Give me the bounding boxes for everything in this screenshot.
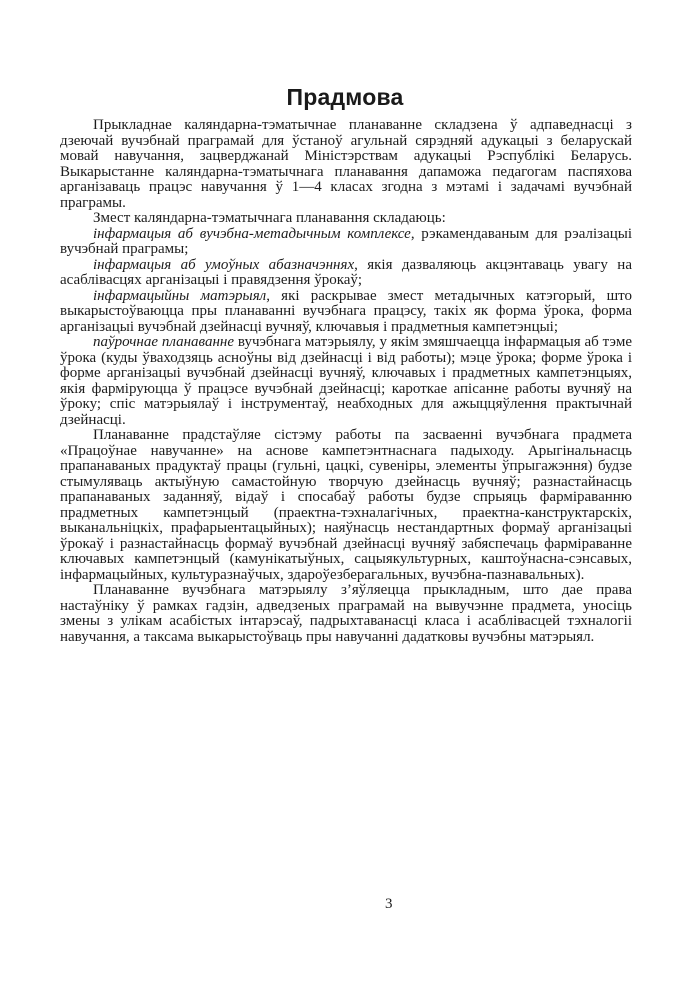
paragraph xyxy=(60,118,632,211)
paragraph xyxy=(60,335,632,428)
text-run: паўрочнае планаванне xyxy=(93,334,235,351)
paragraph xyxy=(60,583,632,645)
text-run: інфармацыйны матэрыял xyxy=(93,287,267,304)
paragraph xyxy=(60,289,632,336)
text-run: , якія дазваляюць акцэнтаваць увагу на асаблівасцях арганізацыі і правядзення ўрокаў; xyxy=(60,256,632,289)
text-run: Планаванне прадстаўляе сістэму работы па засваенні вучэбнага прадмета «Працоўнае навучанне» на аснове кампетэнтнаснага падыходу. Арыгінальнасць прапанаваных прадуктаў працы (гульні, цацкі, сувеніры, элементы ўпрыгажэння) будзе стымуляваць актыўную самастойную творчую дзейнасць вучняў; разнастайнасць прапанаваных заданняў, відаў і спосабаў работы будзе спрыяць фарміраванню прадметных кампетэнцый (праектна-тэхналагічных, праектна-канструктарскіх, выканальніцкіх, прафарыентацыйных); наяўнасць нестандартных формаў арганізацыі ўрокаў і разнастайнасць формаў вучэбнай дзейнасці вучняў забяспечаць фарміраванне ключавых кампетэнцый (камунікатыўных, сацыякультурных, каштоўнасна-сэнсавых, інфармацыйных, культуразнаўчых, здароўезберагальных, вучэбна-пазнавальных). xyxy=(60,427,632,583)
text-run: інфармацыя аб умоўных абазначэннях xyxy=(93,256,355,273)
paragraph xyxy=(60,428,632,583)
text-run: інфармацыя аб вучэбна-метадычным комплексе xyxy=(93,225,411,242)
page-title: Прадмова xyxy=(286,84,404,110)
paragraph xyxy=(60,211,632,227)
paragraph xyxy=(60,258,632,289)
paragraph xyxy=(60,227,632,258)
text-run: , рэкамендаваным для рэалізацыі вучэбнай праграмы; xyxy=(60,225,633,258)
text-run: Планаванне вучэбнага матэрыялу з’яўляецца прыкладным, што дае права настаўніку ў рамках гадзін, адведзеных праграмай на вывучэнне прадмета, уносіць змены з улікам асабістых інтарэсаў, падрыхтаванасці класа і асаблівасцей тэхналогіі навучання, а таксама выкарыстоўваць пры навучанні дадатковы вучэбны матэрыял. xyxy=(60,582,632,645)
page-body xyxy=(60,118,632,645)
text-run: , які раскрывае змест метадычных катэгорый, што выкарыстоўваюцца пры планаванні вучэбнага працэсу, такіх як форма ўрока, форма арганізацыі вучэбнай дзейнасці вучняў, ключавыя і прадметныя кампетэнцыі; xyxy=(60,287,632,335)
text-run: Прыкладнае каляндарна-тэматычнае планаванне складзена ў адпаведнасці з дзеючай вучэбнай праграмай для ўстаноў агульнай сярэдняй адукацыі з беларускай мовай навучання, зацверджанай Міністэрствам адукацыі Рэспублікі Беларусь. Выкарыстанне каляндарна-тэматычнага планавання дапаможа педагогам паспяхова арганізаваць працэс навучання ў 1—4 класах згодна з мэтамі і задачамі вучэбнай праграмы. xyxy=(60,117,632,211)
text-run: вучэбнага матэрыялу, у якім змяшчаецца інфармацыя аб тэме ўрока (куды ўваходзяць асноўны від дзейнасці і від работы); мэце ўрока; форме ўрока і форме арганізацыі вучэбнай дзейнасці вучняў, ключавых і прадметных кампетэнцыях, якія фарміруюцца ў працэсе вучэбнай дзейнасці; кароткае апісанне работы вучняў на ўроку; спіс матэрыялаў і інструментаў, неабходных для ажыццяўлення практычнай дзейнасці. xyxy=(60,334,633,428)
page-number: 3 xyxy=(385,896,393,912)
text-run: Змест каляндарна-тэматычнага планавання складаюць: xyxy=(93,210,446,227)
